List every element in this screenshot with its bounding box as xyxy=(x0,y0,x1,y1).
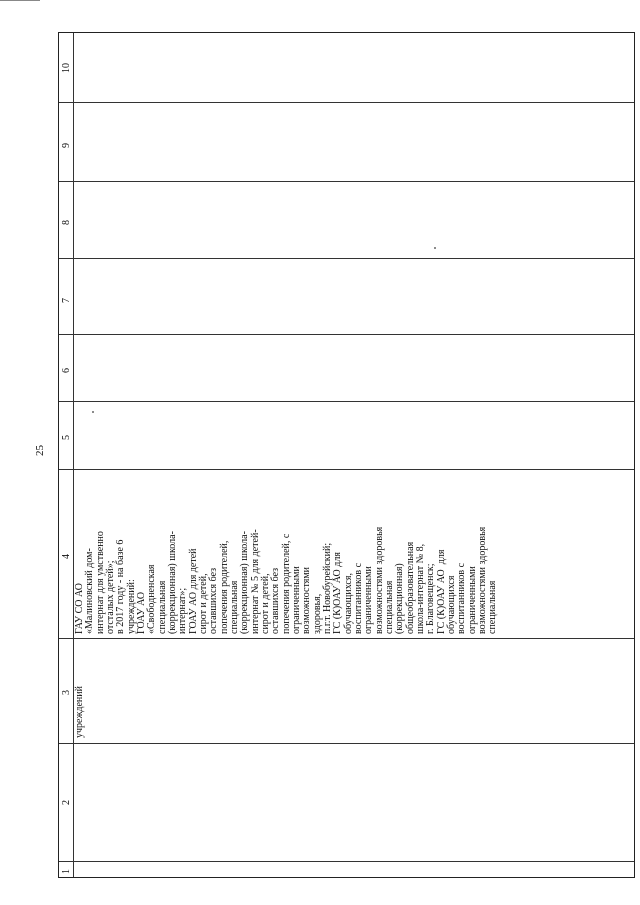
cell-col4-line: оставшихся без xyxy=(208,567,219,634)
column-header-10: 10 xyxy=(61,63,72,73)
cell-col4-line: попечения родителей, с xyxy=(281,533,292,634)
column-divider xyxy=(59,102,634,103)
cell-col4-line: обучающихся xyxy=(446,575,457,634)
cell-col4-line: ограниченными xyxy=(467,566,478,634)
cell-col4-line: (коррекционная) школа- xyxy=(239,531,250,634)
cell-col4-line: интернат № 5 для детей- xyxy=(250,529,261,634)
cell-col4-line: возможностями xyxy=(301,566,312,634)
cell-col4-line: интернат»; xyxy=(177,587,188,634)
column-header-9: 9 xyxy=(61,143,72,148)
cell-col4-line: школа-интернат № 8, xyxy=(415,543,426,634)
cell-col4-line: специальная xyxy=(229,580,240,634)
column-header-8: 8 xyxy=(61,220,72,225)
cell-col4-line: ГОАУ АО для детей xyxy=(188,548,199,634)
column-header-1: 1 xyxy=(61,869,72,874)
column-divider xyxy=(59,861,634,862)
cell-col4-line: п.г.т. Новобурейский; xyxy=(322,542,333,634)
scan-artifact xyxy=(0,0,40,5)
cell-col4-line: специальная xyxy=(157,580,168,634)
column-header-5: 5 xyxy=(61,435,72,440)
cell-col4-line: ГАУ СО АО xyxy=(74,583,85,634)
cell-col4-line: учреждений: xyxy=(126,579,137,634)
cell-col4-line: (коррекционная) школа- xyxy=(167,531,178,634)
column-divider xyxy=(59,181,634,182)
cell-col4-line: воспитанников с xyxy=(353,562,364,634)
page-number: 25 xyxy=(34,445,46,456)
column-divider xyxy=(59,334,634,335)
cell-col4-line: ограниченными xyxy=(291,566,302,634)
column-header-6: 6 xyxy=(61,368,72,373)
column-header-3: 3 xyxy=(61,690,72,695)
cell-col4-line: здоровья, xyxy=(312,593,323,634)
column-divider xyxy=(59,469,634,470)
cell-col4-line: в 2017 году - на базе 6 xyxy=(115,539,126,634)
data-table xyxy=(58,32,635,878)
header-divider xyxy=(73,33,74,877)
column-divider xyxy=(59,743,634,744)
cell-col4-line: г. Благовещенск; xyxy=(425,563,436,634)
column-header-4: 4 xyxy=(61,554,72,559)
cell-col4-line: специальная xyxy=(384,580,395,634)
cell-col4-line: «Свободненская xyxy=(146,564,157,634)
cell-col4-line: ГС (К)ОАУ АО для xyxy=(332,552,343,634)
column-divider xyxy=(59,401,634,402)
cell-col4-line: «Малиновский дом- xyxy=(84,548,95,634)
cell-col4-line: обучающихся, xyxy=(343,573,354,634)
cell-col4-line: оставшихся без xyxy=(270,567,281,634)
column-header-7: 7 xyxy=(61,298,72,303)
cell-col4-line: ограниченными xyxy=(363,566,374,634)
scan-speck xyxy=(92,411,94,413)
cell-col4-line: общеобразовательная xyxy=(405,541,416,634)
cell-col4-line: (коррекционная) xyxy=(394,563,405,634)
column-divider xyxy=(59,258,634,259)
cell-col4-line: ГОАУ АО xyxy=(136,591,147,634)
column-header-2: 2 xyxy=(61,800,72,805)
column-divider xyxy=(59,638,634,639)
cell-col4-line: воспитанников с xyxy=(456,562,467,634)
scan-speck xyxy=(434,247,436,249)
cell-col4-line: отсталых детей»; xyxy=(105,560,116,634)
cell-col4-line: возможностями здоровья xyxy=(374,526,385,634)
cell-col4-line: возможностями здоровья xyxy=(477,526,488,634)
cell-col4-line: сирот и детей, xyxy=(198,573,209,634)
cell-col4-line: ГС (К)ОАУ АО для xyxy=(436,549,447,634)
cell-col4-line: сирот и детей, xyxy=(260,573,271,634)
cell-col4-line: интернат для умственно xyxy=(95,531,106,634)
cell-col4-line: попечения родителей, xyxy=(219,540,230,634)
cell-col4-line: специальная xyxy=(487,580,498,634)
cell-col3: учреждений xyxy=(74,686,85,738)
